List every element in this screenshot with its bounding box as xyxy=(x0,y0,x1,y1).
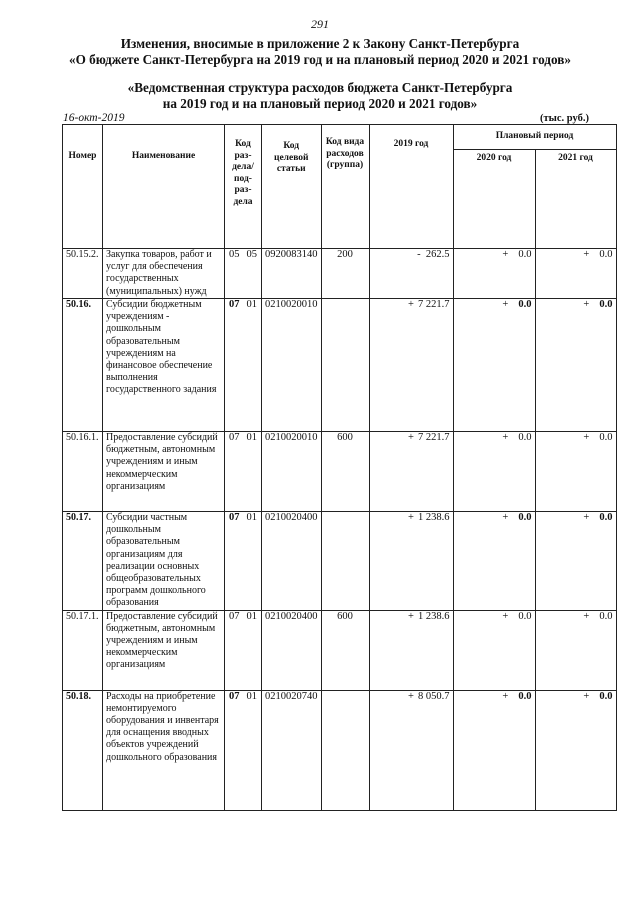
row-2019 xyxy=(369,432,453,512)
value-2019: 7 221.7 xyxy=(418,299,450,310)
header-2021: 2021 год xyxy=(535,150,616,249)
row-name: Субсидии бюджетным учреждениям - дошкольным образовательным учреждениям на финансовое обеспечение выполнения государственного задания xyxy=(103,299,225,432)
row-2019 xyxy=(369,610,453,690)
row-type xyxy=(321,299,369,432)
header-2019: 2019 год xyxy=(369,125,453,249)
table-row xyxy=(63,249,617,299)
value-2021: 0.0 xyxy=(599,690,613,702)
document-date: 16-окт-2019 xyxy=(63,112,125,124)
row-number: 50.17.1. xyxy=(63,610,103,690)
value-2019: 1 238.6 xyxy=(418,512,450,523)
title-line-2: «О бюджете Санкт-Петербурга на 2019 год и на плановый период 2020 и 2021 годов» xyxy=(69,52,571,67)
row-type xyxy=(321,690,369,810)
row-target: 0210020010 xyxy=(262,432,322,512)
value-2020: 0.0 xyxy=(518,432,532,443)
sign-2021: + xyxy=(583,512,590,523)
title-line-3: «Ведомственная структура расходов бюджета Санкт-Петербурга xyxy=(127,80,513,95)
row-section xyxy=(225,432,262,512)
row-2021 xyxy=(535,610,616,690)
sign-2019: + xyxy=(408,432,414,443)
value-2021: 0.0 xyxy=(599,610,613,622)
table-row xyxy=(63,432,617,512)
row-2019 xyxy=(369,299,453,432)
row-number: 50.16.1. xyxy=(63,432,103,512)
row-section xyxy=(225,690,262,810)
header-name: Наименование xyxy=(103,125,225,249)
row-section xyxy=(225,249,262,299)
row-type: 600 xyxy=(321,610,369,690)
table-row xyxy=(63,512,617,611)
sign-2021: + xyxy=(583,690,590,702)
row-type: 600 xyxy=(321,432,369,512)
sign-2020: + xyxy=(502,690,509,702)
section-code: 07 xyxy=(229,610,240,622)
value-2020: 0.0 xyxy=(518,249,532,260)
sign-2021: + xyxy=(583,610,590,622)
header-type: Код вида расходов (группа) xyxy=(321,125,369,249)
section-code: 05 xyxy=(229,249,240,260)
row-target: 0210020740 xyxy=(262,690,322,810)
subsection-code: 01 xyxy=(246,610,257,622)
subsection-code: 05 xyxy=(246,249,257,260)
sign-2019: + xyxy=(408,512,414,523)
row-target: 0920083140 xyxy=(262,249,322,299)
subsection-code: 01 xyxy=(246,512,257,523)
sign-2020: + xyxy=(502,512,509,523)
row-2021 xyxy=(535,690,616,810)
page-number: 291 xyxy=(311,17,329,31)
row-2019 xyxy=(369,249,453,299)
row-name: Предоставление субсидий бюджетным, автономным учреждениям и иным некоммерческим организациям xyxy=(103,610,225,690)
value-2019: 1 238.6 xyxy=(418,610,450,622)
subsection-code: 01 xyxy=(246,299,257,310)
units-label: (тыс. руб.) xyxy=(540,113,589,124)
row-target: 0210020400 xyxy=(262,610,322,690)
sign-2020: + xyxy=(502,249,509,260)
appendix-title xyxy=(0,80,640,112)
sign-2020: + xyxy=(502,299,509,310)
row-2021 xyxy=(535,249,616,299)
value-2020: 0.0 xyxy=(518,690,532,702)
row-number: 50.16. xyxy=(63,299,103,432)
sign-2020: + xyxy=(502,610,509,622)
value-2020: 0.0 xyxy=(518,610,532,622)
sign-2019: + xyxy=(408,299,414,310)
value-2021: 0.0 xyxy=(599,249,613,260)
table-body xyxy=(63,249,617,811)
header-planned: Плановый период xyxy=(453,125,616,150)
row-2020 xyxy=(453,610,535,690)
row-section xyxy=(225,512,262,611)
row-target: 0210020400 xyxy=(262,512,322,611)
table-row xyxy=(63,690,617,810)
section-code: 07 xyxy=(229,512,240,523)
value-2019: 7 221.7 xyxy=(418,432,450,443)
subsection-code: 01 xyxy=(246,690,257,702)
title-line-4: на 2019 год и на плановый период 2020 и 2021 годов» xyxy=(162,96,478,111)
row-section xyxy=(225,610,262,690)
document-title xyxy=(0,36,640,68)
table-row xyxy=(63,299,617,432)
value-2021: 0.0 xyxy=(599,512,613,523)
sign-2021: + xyxy=(583,432,590,443)
row-2020 xyxy=(453,249,535,299)
sign-2021: + xyxy=(583,249,590,260)
row-2019 xyxy=(369,690,453,810)
header-2020: 2020 год xyxy=(453,150,535,249)
table-row xyxy=(63,610,617,690)
row-2020 xyxy=(453,690,535,810)
value-2019: 8 050.7 xyxy=(418,690,450,702)
value-2020: 0.0 xyxy=(518,299,532,310)
value-2020: 0.0 xyxy=(518,512,532,523)
section-code: 07 xyxy=(229,690,240,702)
title-line-1: Изменения, вносимые в приложение 2 к Закону Санкт-Петербурга xyxy=(120,36,520,51)
header-section: Код раз- дела/ под- раз- дела xyxy=(225,125,262,249)
sign-2019: + xyxy=(408,690,414,702)
row-number: 50.18. xyxy=(63,690,103,810)
sign-2019: + xyxy=(408,610,414,622)
row-type: 200 xyxy=(321,249,369,299)
row-name: Закупка товаров, работ и услуг для обеспечения государственных (муниципальных) нужд xyxy=(103,249,225,299)
row-section xyxy=(225,299,262,432)
row-2020 xyxy=(453,432,535,512)
row-target: 0210020010 xyxy=(262,299,322,432)
sign-2019: - xyxy=(417,249,421,260)
row-2021 xyxy=(535,432,616,512)
row-number: 50.15.2. xyxy=(63,249,103,299)
row-2020 xyxy=(453,299,535,432)
row-name: Предоставление субсидий бюджетным, автономным учреждениям и иным некоммерческим организациям xyxy=(103,432,225,512)
row-2019 xyxy=(369,512,453,611)
section-code: 07 xyxy=(229,299,240,310)
sign-2021: + xyxy=(583,299,590,310)
row-2021 xyxy=(535,299,616,432)
row-2021 xyxy=(535,512,616,611)
subsection-code: 01 xyxy=(246,432,257,443)
header-target: Код целевой статьи xyxy=(262,125,322,249)
value-2021: 0.0 xyxy=(599,432,613,443)
row-2020 xyxy=(453,512,535,611)
row-name: Расходы на приобретение немонтируемого оборудования и инвентаря для оснащения вводных объектов учреждений дошкольного образования xyxy=(103,690,225,810)
header-number: Номер xyxy=(63,125,103,249)
row-number: 50.17. xyxy=(63,512,103,611)
sign-2020: + xyxy=(502,432,509,443)
section-code: 07 xyxy=(229,432,240,443)
row-type xyxy=(321,512,369,611)
value-2021: 0.0 xyxy=(599,299,613,310)
expenditure-table xyxy=(62,124,617,811)
value-2019: 262.5 xyxy=(425,249,450,260)
row-name: Субсидии частным дошкольным образовательным организациям для реализации основных общеобразовательных программ дошкольного образования xyxy=(103,512,225,611)
